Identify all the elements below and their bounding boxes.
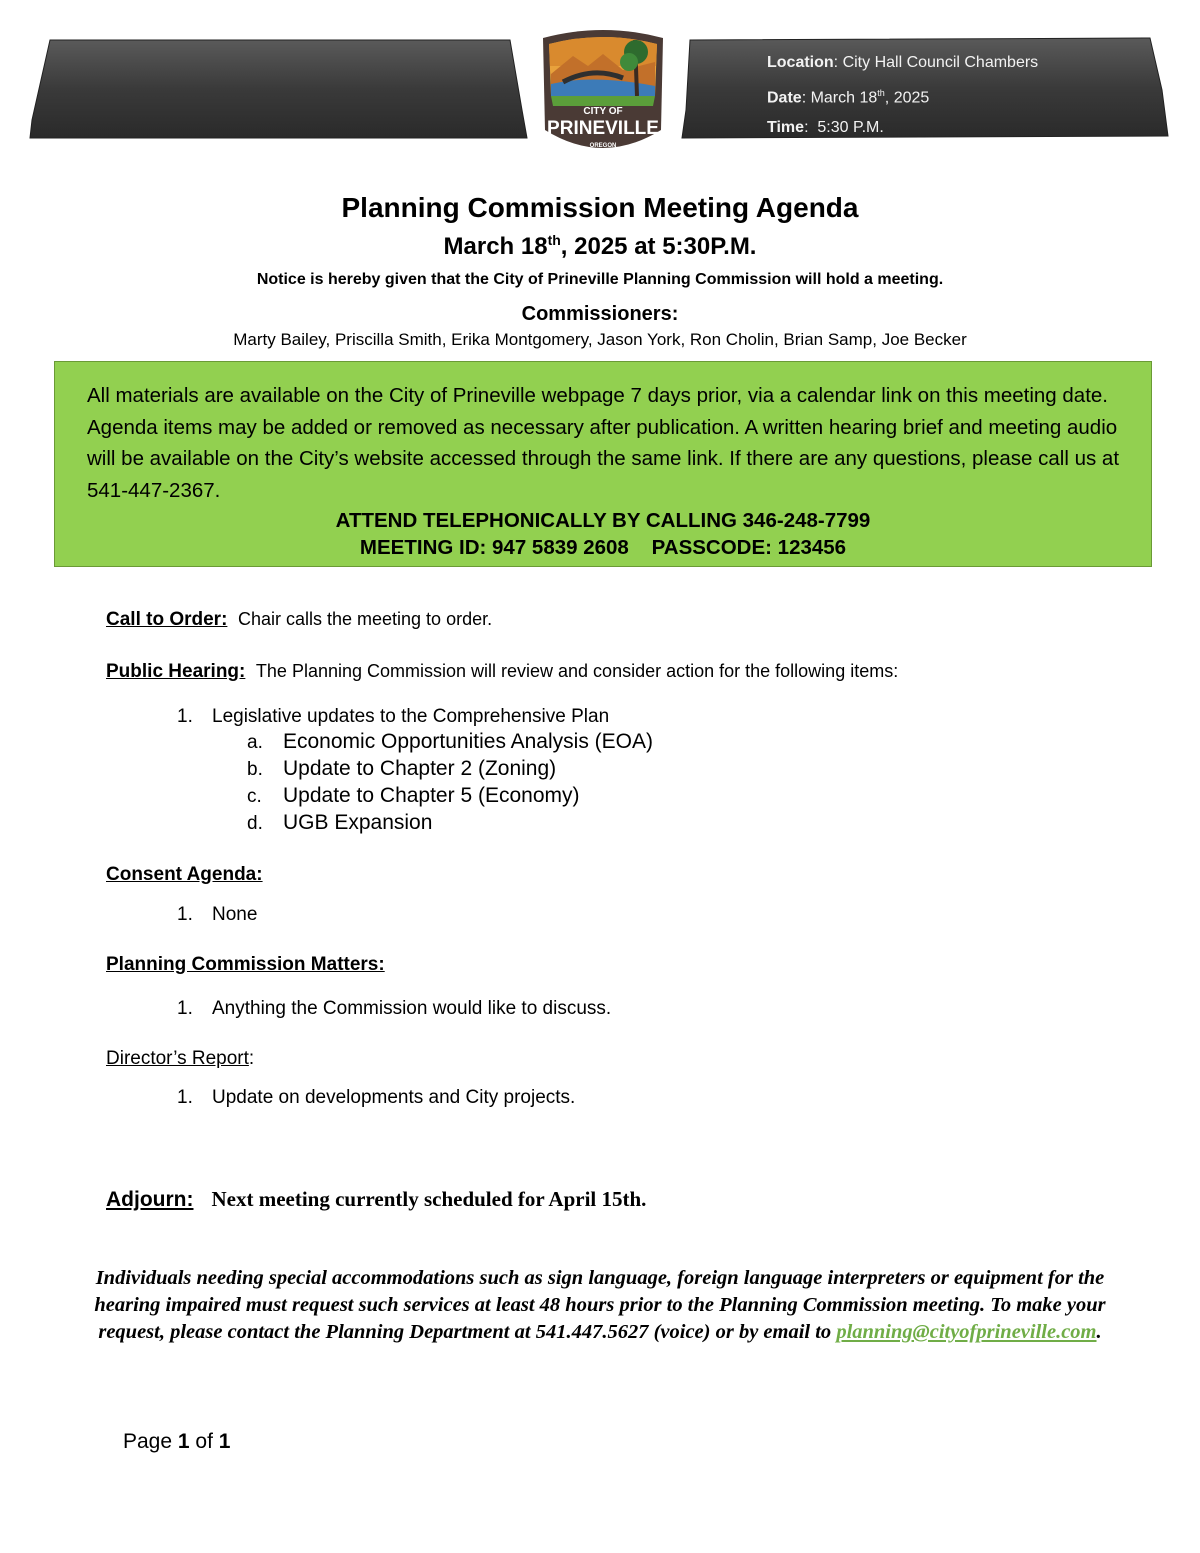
commissioners-heading: Commissioners:	[521, 303, 679, 325]
adjourn-section	[106, 1187, 646, 1212]
directors-report-section: Director’s Report:	[106, 1048, 255, 1069]
list-item: c. Update to Chapter 5 (Economy)	[247, 784, 580, 807]
adjourn-heading: Adjourn:	[106, 1188, 194, 1211]
public-hearing-section	[106, 661, 898, 683]
logo-text-city-of: CITY OF	[583, 106, 623, 117]
call-to-order-section	[106, 609, 492, 631]
public-hearing-text: The Planning Commission will review and consider action for the following items:	[255, 661, 899, 681]
list-item: 1. Anything the Commission would like to discuss.	[177, 998, 612, 1019]
list-item: 1. Update on developments and City projects.	[177, 1087, 576, 1108]
public-hearing-heading: Public Hearing:	[106, 661, 246, 682]
call-to-order-heading: Call to Order:	[106, 609, 228, 630]
list-item: 1. Legislative updates to the Comprehensive Plan	[177, 706, 610, 727]
commission-matters-section	[106, 954, 385, 976]
call-to-order-text: Chair calls the meeting to order.	[237, 609, 493, 629]
info-paragraph: All materials are available on the City of Prineville webpage 7 days prior, via a calendar link on this meeting date. Agenda items may be added or removed as necessary after publication. A written hearing brief and meeting audio will be available on the City’s website accessed through the same link. If there are any questions, please call us at 541-447-2367.	[87, 384, 1120, 502]
time-line: Time: 5:30 P.M.	[767, 119, 884, 137]
page-number: Page 1 of 1	[123, 1430, 231, 1453]
list-item: 1. None	[177, 904, 258, 925]
consent-agenda-heading: Consent Agenda:	[106, 864, 263, 885]
logo-text-prineville: PRINEVILLE	[547, 118, 659, 139]
directors-report-heading: Director’s Report	[106, 1048, 249, 1069]
list-item: d. UGB Expansion	[247, 811, 433, 834]
meeting-notice: Notice is hereby given that the City of Prineville Planning Commission will hold a meeting.	[256, 271, 944, 288]
meeting-info	[767, 48, 1038, 143]
list-item: a. Economic Opportunities Analysis (EOA)	[247, 730, 653, 753]
page-title: Planning Commission Meeting Agenda	[341, 192, 859, 223]
date-line: Date: March 18th, 2025	[767, 88, 930, 107]
meeting-date-heading: March 18th, 2025 at 5:30P.M.	[443, 232, 757, 260]
adjourn-text: Next meeting currently scheduled for April 15th.	[211, 1187, 647, 1211]
consent-agenda-section	[106, 864, 263, 886]
telephone-line: ATTEND TELEPHONICALLY BY CALLING 346-248-7799	[335, 509, 871, 532]
commission-matters-heading: Planning Commission Matters:	[106, 954, 385, 975]
accommodations-notice: Individuals needing special accommodations such as sign language, foreign language interpreters or equipment for the hearing impaired must request such services at least 48 hours prior to the Planning Commission meeting. To make your request, please contact the Planning Department at 541.447.5627 (voice) or by email to planning@cityofprineville.com.	[94, 1267, 1106, 1343]
meeting-id-line: MEETING ID: 947 5839 2608 PASSCODE: 123456	[359, 536, 847, 559]
email-link[interactable]: planning@cityofprineville.com	[836, 1321, 1097, 1343]
info-box	[54, 361, 1152, 567]
city-logo	[533, 26, 673, 158]
list-item: b. Update to Chapter 2 (Zoning)	[247, 757, 557, 780]
commissioners-list: Marty Bailey, Priscilla Smith, Erika Montgomery, Jason York, Ron Cholin, Brian Samp, Joe Becker	[233, 330, 967, 349]
location-line: Location: City Hall Council Chambers	[767, 54, 1039, 71]
logo-text-oregon: OREGON	[589, 143, 617, 149]
